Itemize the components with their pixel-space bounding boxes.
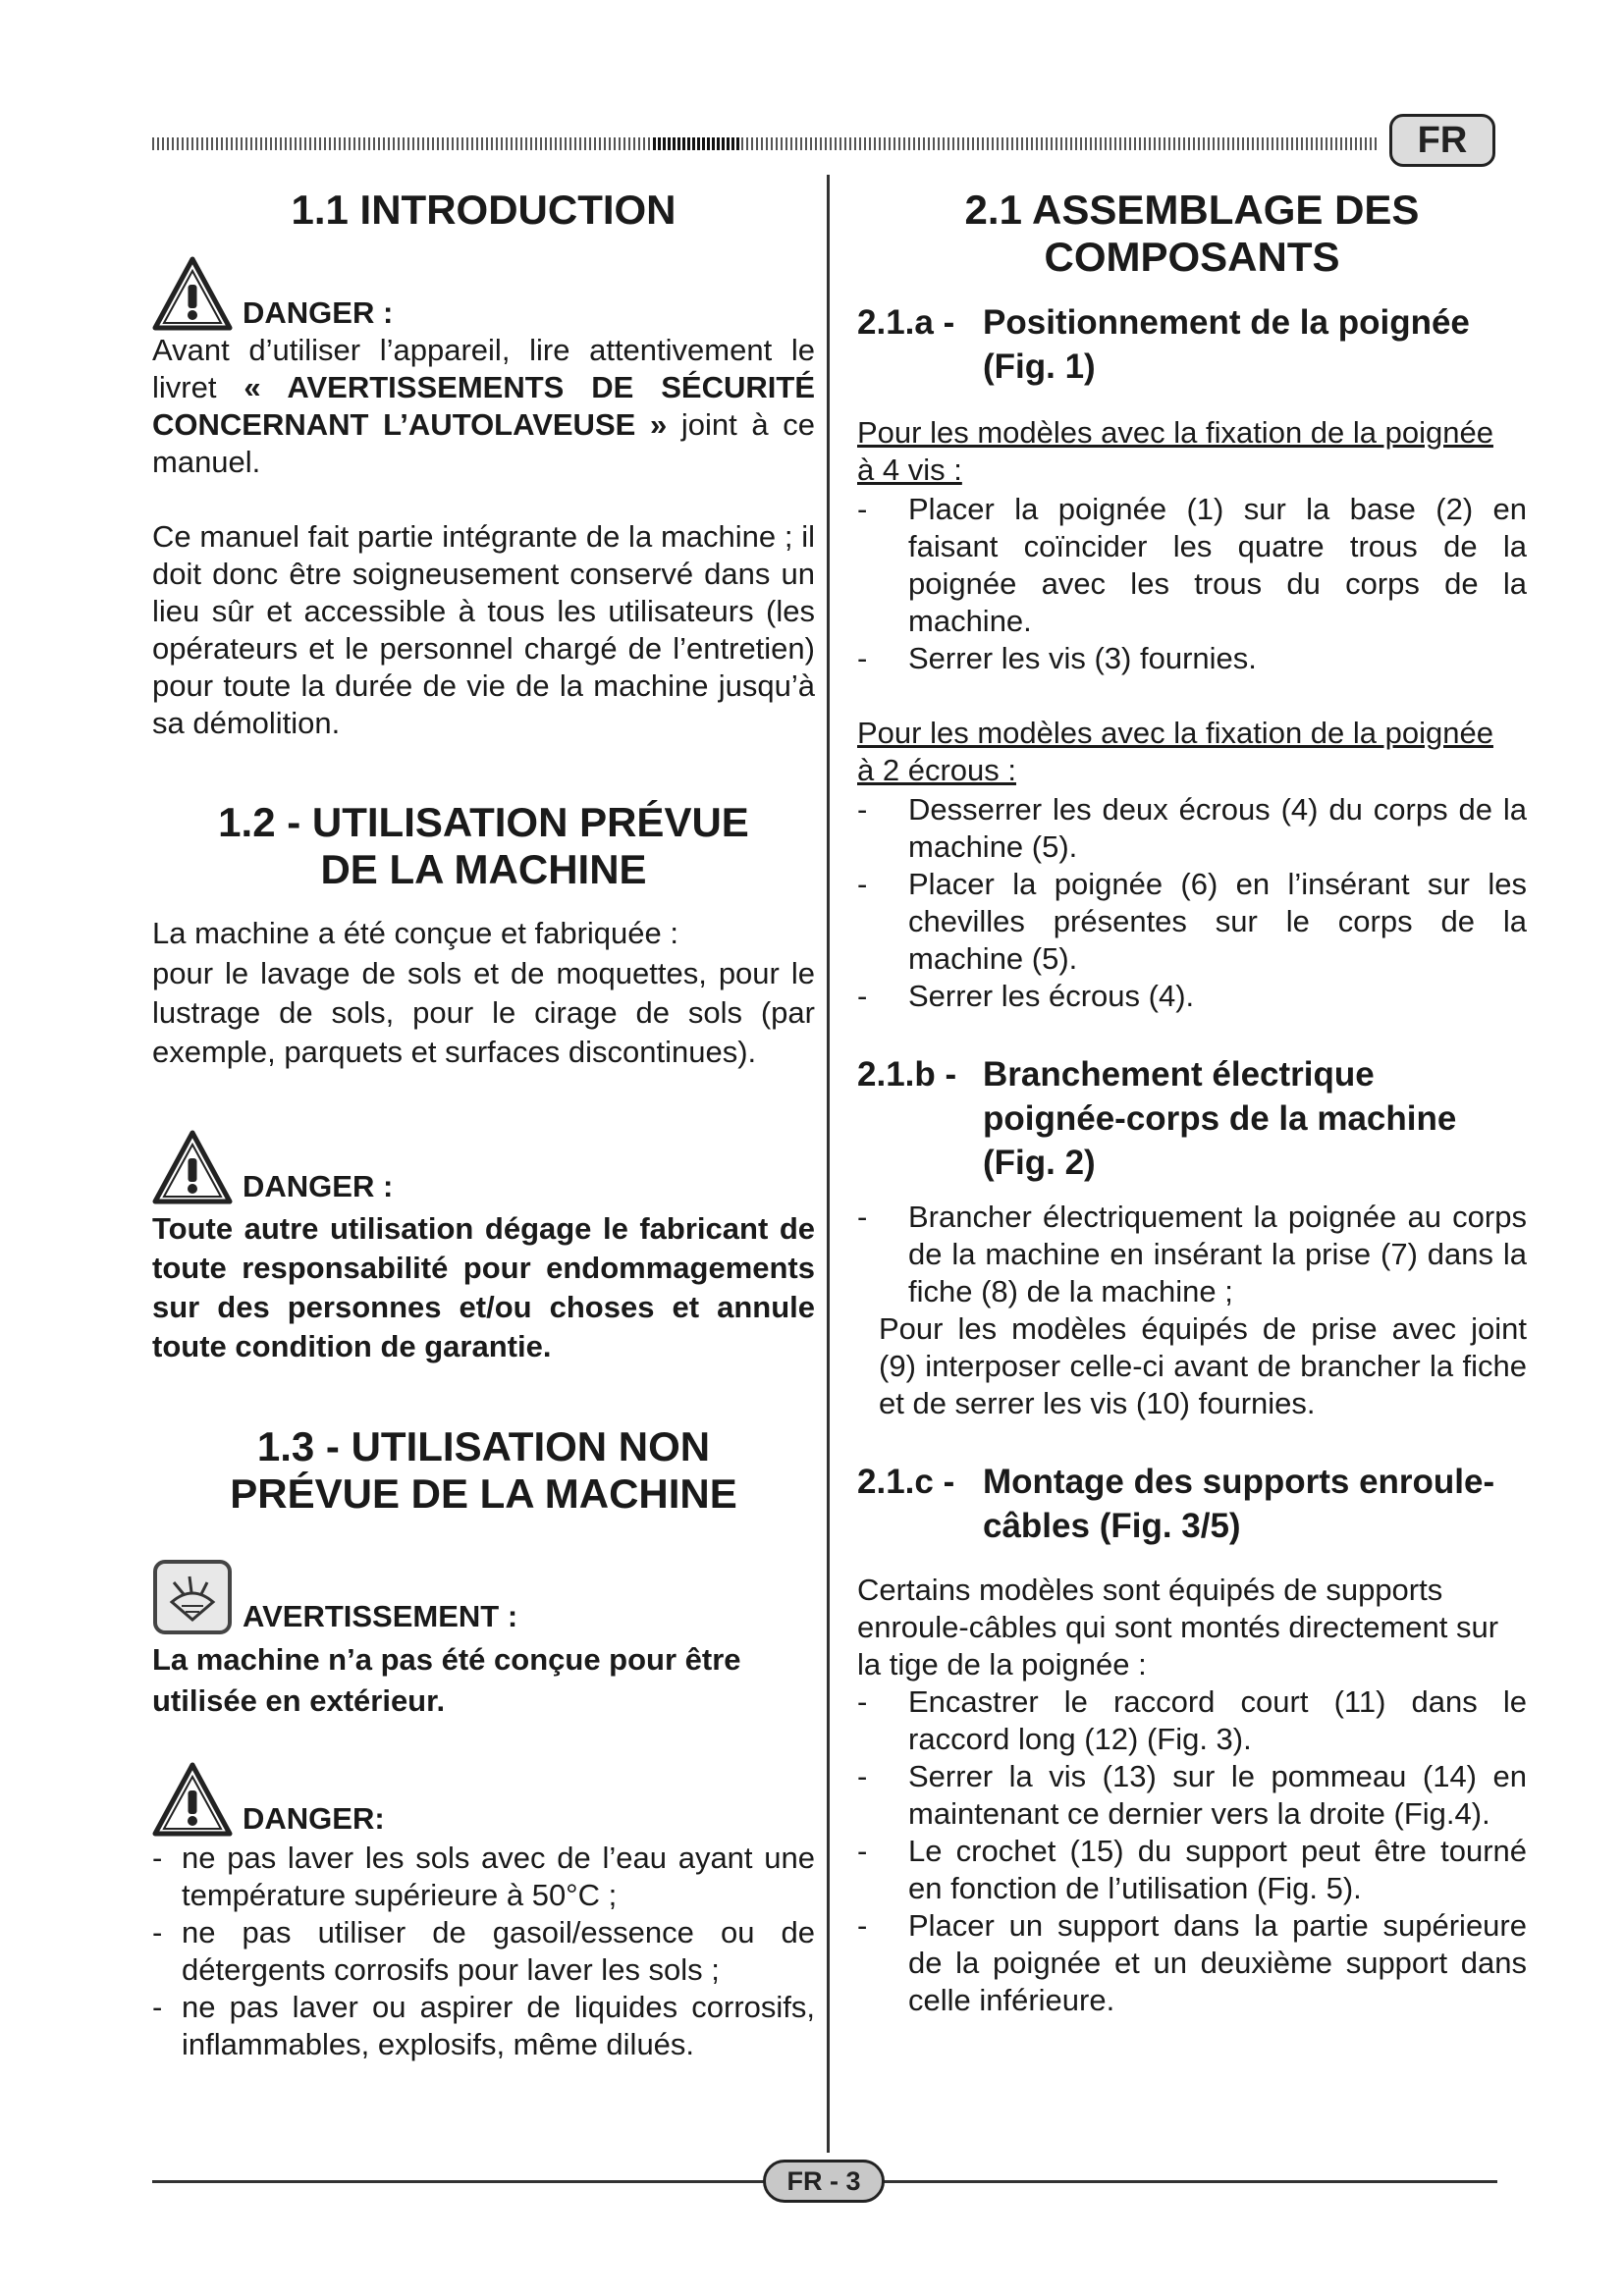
handle-2-nuts-steps (857, 791, 1527, 1015)
safety-booklet-warning: Avant d’utiliser l’appareil, lire attentivement le livret « AVERTISSEMENTS DE SÉCURITÉ CONCERNANT L’AUTOLAVEUSE » joint à ce manuel. (152, 333, 815, 479)
danger-label: DANGER : (243, 1169, 394, 1203)
handle-4-screws-steps (857, 491, 1527, 677)
manual-paragraph: Ce manuel fait partie intégrante de la machine ; il doit donc être soigneusement conservé dans un lieu sûr et accessible à tous les utilisateurs (les opérateurs et le personnel chargé de l’entretien) pour toute la durée de vie de la machine jusqu’à sa démolition. (152, 519, 815, 740)
danger-notice-2 (152, 1129, 815, 1205)
intended-use-intro: La machine a été conçue et fabriquée : (152, 916, 678, 950)
electrical-connection-steps (857, 1199, 1527, 1310)
danger-notice-1 (152, 255, 815, 332)
cable-holders-intro: Certains modèles sont équipés de supports enroule-câbles qui sont montés directement sur la tige de la poignée : (857, 1573, 1499, 1682)
section-1-3-title: 1.3 - UTILISATION NON PRÉVUE DE LA MACHINE (230, 1423, 737, 1517)
list-item: - Placer la poignée (6) en l’insérant sur les chevilles présentes sur le corps de la machine (5). (857, 866, 1527, 978)
list-item: - ne pas laver les sols avec de l’eau ayant une température supérieure à 50°C ; (152, 1840, 815, 1914)
section-2-1-a-title: 2.1.a - Positionnement de la poignée (Fig. 1) (857, 303, 1470, 386)
section-1-1-title: 1.1 INTRODUCTION (291, 187, 677, 233)
danger-notice-3 (152, 1761, 815, 1838)
header-dotted-rule (152, 137, 1380, 150)
list-item: - Le crochet (15) du support peut être tourné en fonction de l’utilisation (Fig. 5). (857, 1833, 1527, 1907)
list-item: - ne pas laver ou aspirer de liquides corrosifs, inflammables, explosifs, même dilués. (152, 1989, 815, 2063)
left-column (152, 187, 815, 2063)
language-badge: FR (1389, 114, 1495, 167)
cable-holders-steps (857, 1683, 1527, 2019)
outdoor-rain-warning-icon (152, 1559, 233, 1635)
list-item: - Serrer les vis (3) fournies. (857, 640, 1527, 677)
list-item: - Serrer la vis (13) sur le pommeau (14) en maintenant ce dernier vers la droite (Fig.4). (857, 1758, 1527, 1833)
list-item: - Serrer les écrous (4). (857, 978, 1527, 1015)
intended-use-body: pour le lavage de sols et de moquettes, pour le lustrage de sols, pour le cirage de sols (par exemple, parquets et surfaces discontinues). (152, 956, 815, 1069)
warning-notice (152, 1559, 815, 1635)
list-item: - Brancher électriquement la poignée au corps de la machine en insérant la prise (7) dans la fiche (8) de la machine ; (857, 1199, 1527, 1310)
list-item: - ne pas utiliser de gasoil/essence ou de détergents corrosifs pour laver les sols ; (152, 1914, 815, 1989)
list-item: - Encastrer le raccord court (11) dans le raccord long (12) (Fig. 3). (857, 1683, 1527, 1758)
section-2-1-b-title: 2.1.b - Branchement électrique poignée-corps de la machine (Fig. 2) (857, 1055, 1457, 1182)
section-1-2-title: 1.2 - UTILISATION PRÉVUE DE LA MACHINE (218, 799, 749, 892)
list-item: - Placer la poignée (1) sur la base (2) en faisant coïncider les quatre trous de la poignée avec les trous du corps de la machine. (857, 491, 1527, 640)
warning-triangle-icon (152, 1129, 233, 1205)
gasket-note: Pour les modèles équipés de prise avec joint (9) interposer celle-ci avant de brancher la fiche et de serrer les vis (10) fournies. (879, 1311, 1527, 1420)
list-item: - Placer un support dans la partie supérieure de la poignée et un deuxième support dans celle inférieure. (857, 1907, 1527, 2019)
prohibited-uses-list (152, 1840, 815, 2063)
section-2-1-title: 2.1 ASSEMBLAGE DES COMPOSANTS (964, 187, 1420, 280)
warning-label: AVERTISSEMENT : (243, 1599, 518, 1633)
danger-label: DANGER: (243, 1801, 385, 1836)
column-divider (827, 175, 830, 2153)
danger-label: DANGER : (243, 295, 394, 330)
other-use-danger-text: Toute autre utilisation dégage le fabricant de toute responsabilité pour endommagements sur des personnes et/ou choses et annule toute condition de garantie. (152, 1211, 815, 1363)
section-2-1-c-title: 2.1.c - Montage des supports enroule-câbles (Fig. 3/5) (857, 1463, 1495, 1545)
subheading-4-screws: Pour les modèles avec la fixation de la poignée à 4 vis : (857, 415, 1493, 487)
list-item: - Desserrer les deux écrous (4) du corps de la machine (5). (857, 791, 1527, 866)
subheading-2-nuts: Pour les modèles avec la fixation de la poignée à 2 écrous : (857, 716, 1493, 787)
right-column (857, 187, 1527, 2019)
outdoor-warning-text: La machine n’a pas été conçue pour être utilisée en extérieur. (152, 1642, 741, 1718)
page-number-badge: FR - 3 (763, 2160, 885, 2203)
warning-triangle-icon (152, 255, 233, 332)
warning-triangle-icon (152, 1761, 233, 1838)
